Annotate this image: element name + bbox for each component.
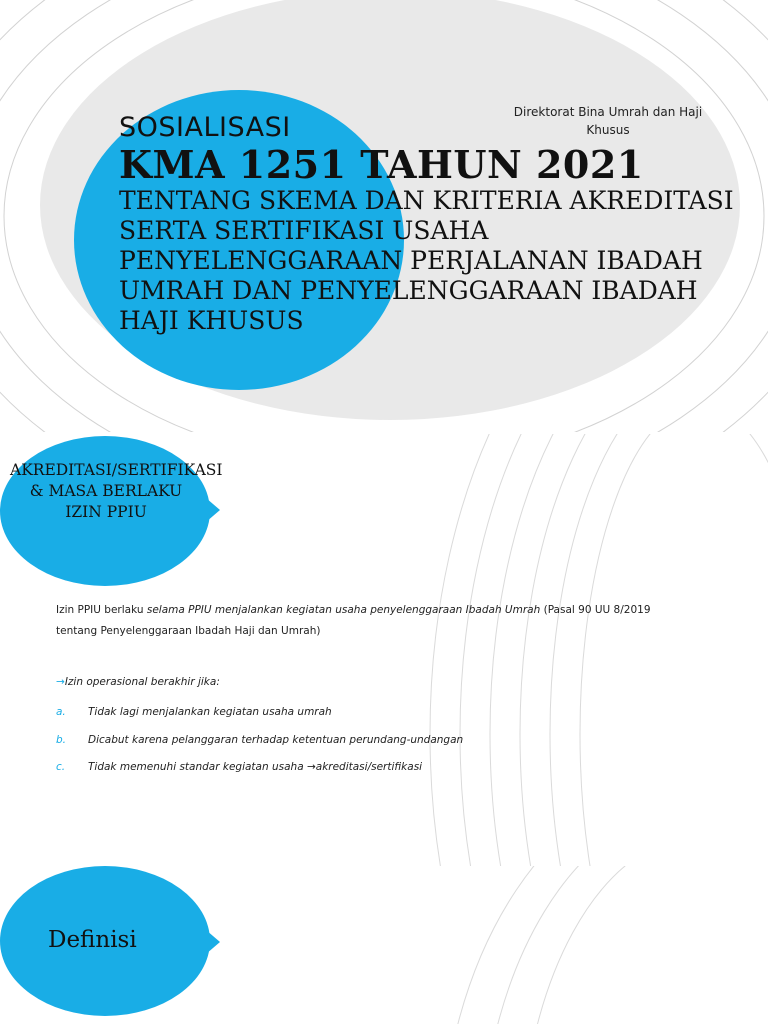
title-main: KMA 1251 TAHUN 2021 [119,142,644,187]
bubble-tail [206,930,220,954]
slide-definition [0,866,768,1024]
list-item-text: Dicabut karena pelanggaran terhadap ketentuan perundang-undangan [88,734,464,746]
arrow-icon: → [56,676,65,688]
list-item [56,734,463,746]
section-heading: AKREDITASI/SERTIFIKASI & MASA BERLAKU IZIN PPIU [10,461,223,521]
title-small: SOSIALISASI [119,112,291,143]
list-item-text: Tidak lagi menjalankan kegiatan usaha umrah [88,706,332,718]
paragraph-emphasis: selama PPIU menjalankan kegiatan usaha penyelenggaraan Ibadah Umrah [146,604,541,616]
section-heading: Definisi [48,927,137,953]
subtitle: TENTANG SKEMA DAN KRITERIA AKREDITASI SERTA SERTIFIKASI USAHA PENYELENGGARAAN PERJALANAN IBADAH UMRAH DAN PENYELENGGARAAN IBADAH HAJI KHUSUS [119,186,734,335]
list-intro-text: Izin operasional berakhir jika: [64,676,220,688]
list-intro [56,676,220,688]
paragraph-start: Izin PPIU berlaku [56,604,147,616]
list-item [56,706,332,718]
list-item [56,761,422,773]
bubble-tail [206,498,220,522]
list-item-text: Tidak memenuhi standar kegiatan usaha →akreditasi/sertifikasi [88,761,423,773]
slide-title [0,0,768,432]
list-marker: c. [56,761,66,773]
list-marker: b. [56,734,67,746]
list-marker: a. [56,706,66,718]
organization-name: Direktorat Bina Umrah dan Haji Khusus [513,105,703,137]
slide-accreditation [0,434,768,866]
paragraph-izin [56,600,656,642]
paragraph-end: (Pasal 90 UU 8/2019 tentang Penyelenggaraan Ibadah Haji dan Umrah) [56,604,651,637]
